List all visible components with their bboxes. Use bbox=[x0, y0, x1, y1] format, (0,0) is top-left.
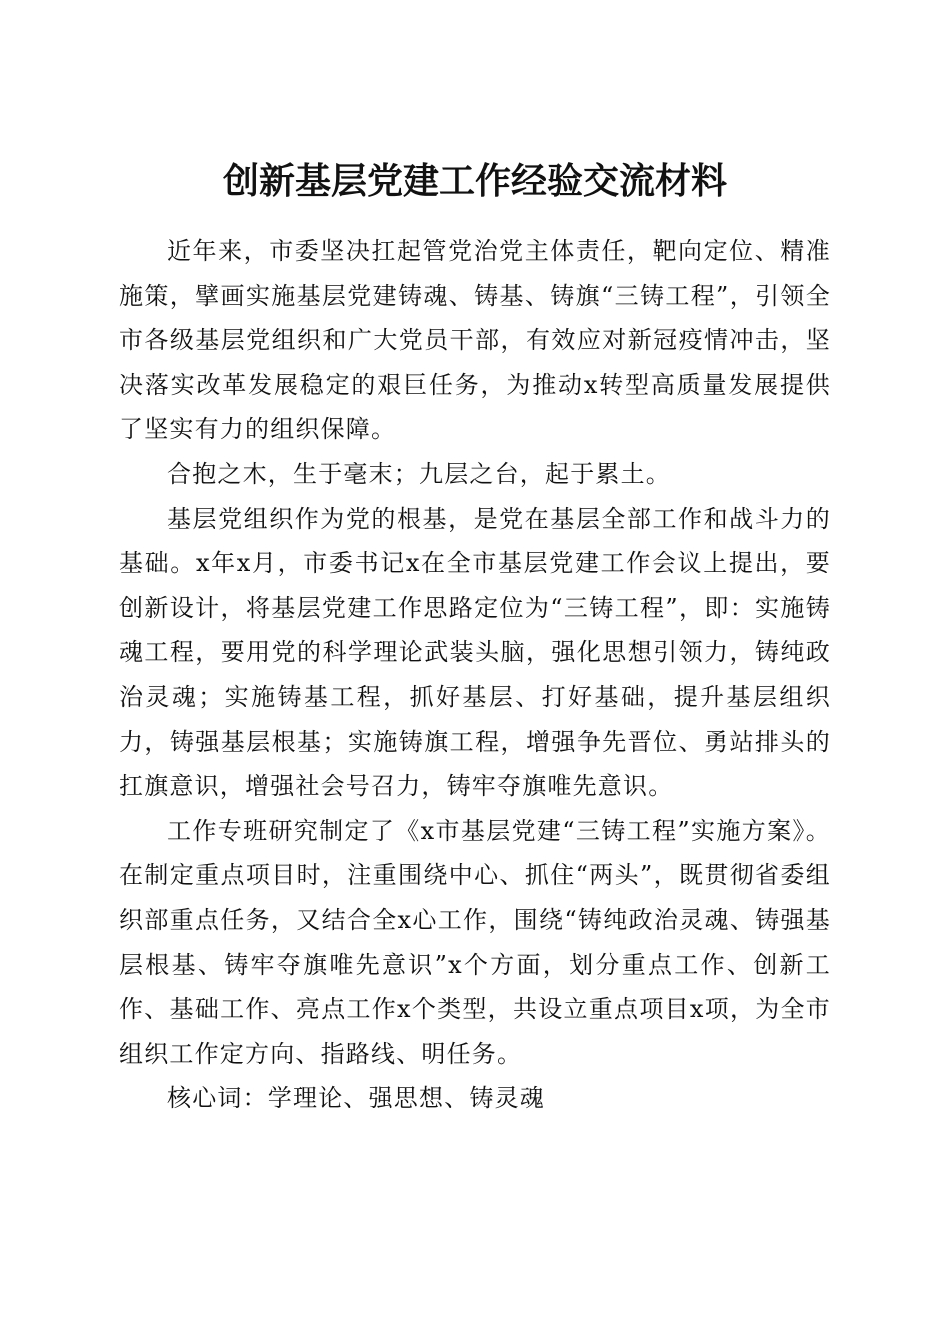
paragraph-proverb: 合抱之木，生于毫末；九层之台，起于累土。 bbox=[167, 459, 671, 488]
paragraph-keywords: 核心词：学理论、强思想、铸灵魂 bbox=[167, 1084, 545, 1113]
paragraph-three-projects: 基层党组织作为党的根基，是党在基层全部工作和战斗力的基础。x年x月，市委书记x在全市基层党建工作会议上提出，要创新设计，将基层党建工作思路定位为“三铸工程”，即：实施铸魂工程，要用党的科学理论武装头脑，强化思想引领力，铸纯政治灵魂；实施铸基工程，抓好基层、打好基础，提升基层组织力，铸强基层根基；实施铸旗工程，增强争先晋位、勇站排头的扛旗意识，增强社会号召力，铸牢夺旗唯先意识。 bbox=[119, 504, 831, 801]
paragraph-intro: 近年来，市委坚决扛起管党治党主体责任，靶向定位、精准施策，擘画实施基层党建铸魂、铸基、铸旗“三铸工程”，引领全市各级基层党组织和广大党员干部，有效应对新冠疫情冲击，坚决落实改革发展稳定的艰巨任务，为推动x转型高质量发展提供了坚实有力的组织保障。 bbox=[119, 237, 831, 444]
document-title: 创新基层党建工作经验交流材料 bbox=[222, 160, 727, 203]
document-body bbox=[119, 229, 831, 1121]
paragraph-implementation-plan: 工作专班研究制定了《x市基层党建“三铸工程”实施方案》。在制定重点项目时，注重围绕中心、抓住“两头”，既贯彻省委组织部重点任务，又结合全x心工作，围绕“铸纯政治灵魂、铸强基层根基、铸牢夺旗唯先意识”x个方面，划分重点工作、创新工作、基础工作、亮点工作x个类型，共设立重点项目x项，为全市组织工作定方向、指路线、明任务。 bbox=[119, 816, 831, 1068]
